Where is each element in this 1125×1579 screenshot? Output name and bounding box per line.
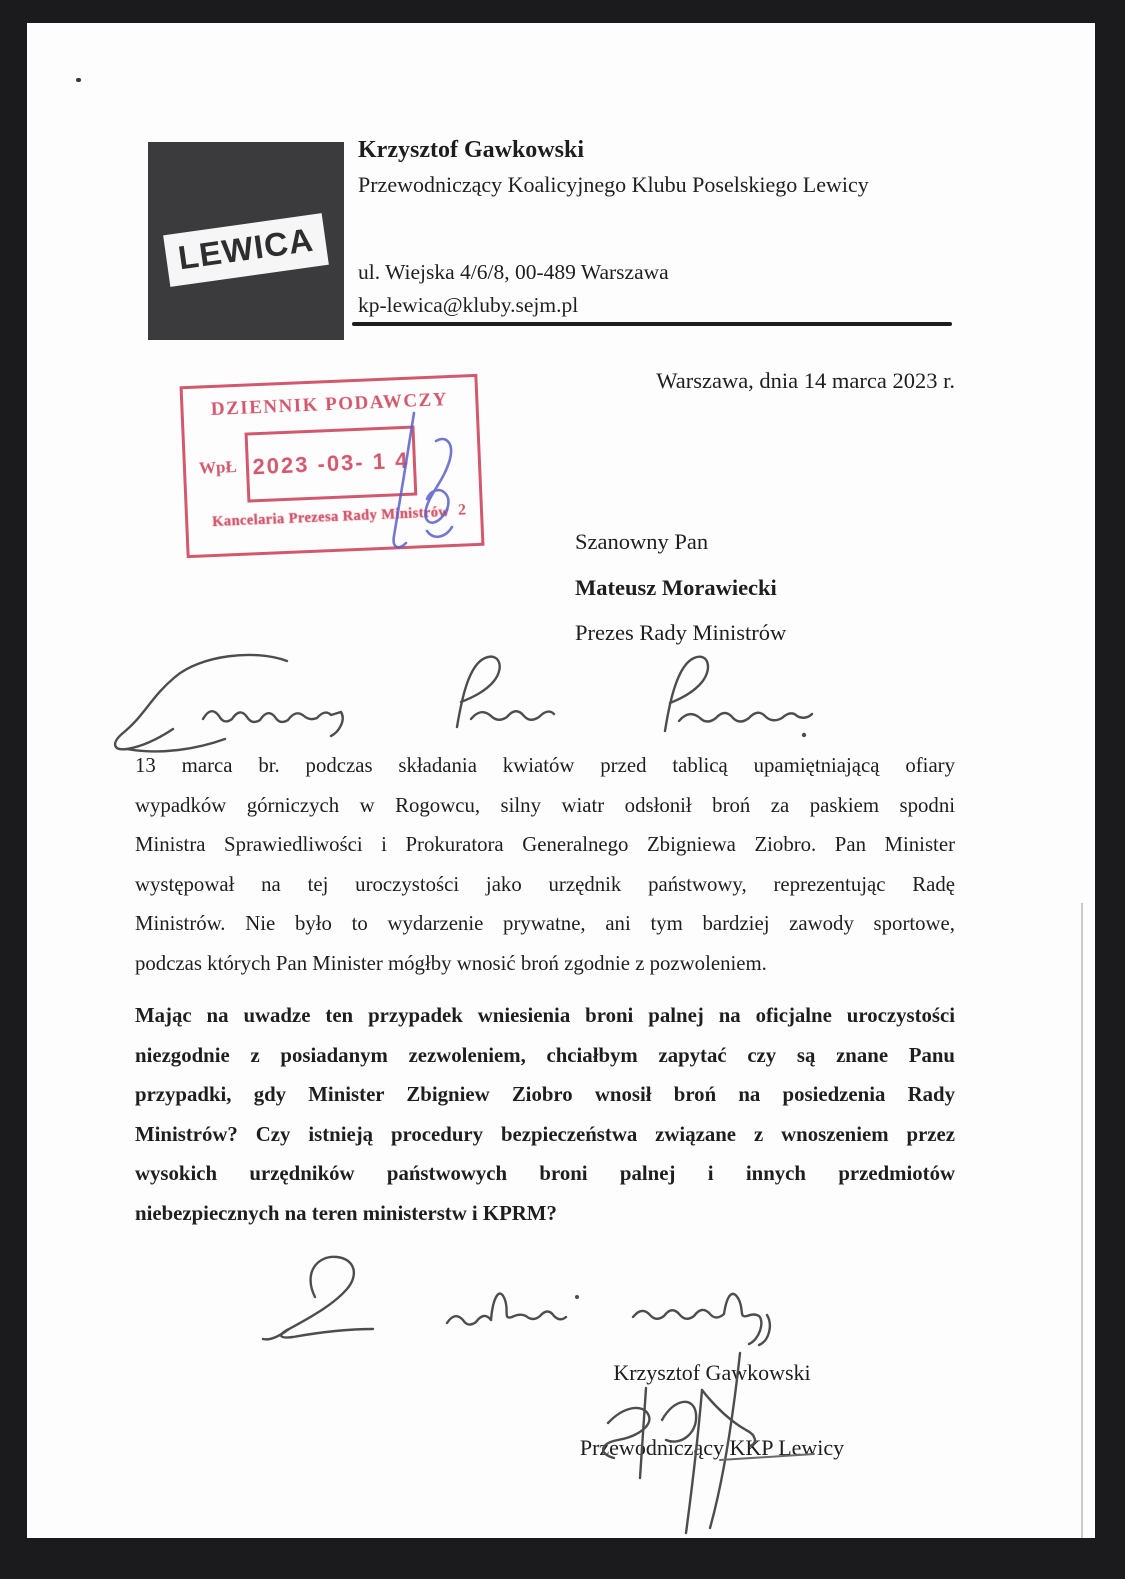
- sender-title: Przewodniczący Koalicyjnego Klubu Poselskiego Lewicy: [358, 172, 869, 197]
- stamp-handwritten-paraph: [372, 411, 467, 553]
- lewica-logo-text: LEWICA: [175, 220, 316, 277]
- scan-artifact-line: [1081, 903, 1083, 1538]
- signature-title: Przewodniczący KKP Lewicy: [579, 1435, 845, 1460]
- handwritten-greeting: [105, 653, 817, 755]
- recipient-name: Mateusz Morawiecki: [575, 574, 777, 600]
- body-paragraph-2: [135, 996, 955, 1233]
- body-line: wypadków górniczych w Rogowcu, silny wiatr odsłonił broń za paskiem spodni: [135, 793, 955, 817]
- stamp-received-label: WpŁ: [198, 456, 238, 478]
- date-line: Warszawa, dnia 14 marca 2023 r.: [656, 368, 955, 393]
- body-line: Mając na uwadze ten przypadek wniesienia broni palnej na oficjalne uroczystości: [135, 1004, 955, 1027]
- body-line: Ministrów. Nie było to wydarzenie prywatne, ani tym bardziej zawody sportowe,: [135, 912, 955, 935]
- body-line: przypadki, gdy Minister Zbigniew Ziobro wnosił broń na posiedzenia Rady: [135, 1083, 955, 1106]
- body-line: niezgodnie z posiadanym zezwoleniem, chciałbym zapytać czy są znane Panu: [135, 1043, 955, 1067]
- letterhead-divider: [352, 322, 952, 326]
- signature-name: Krzysztof Gawkowski: [613, 1360, 811, 1385]
- lewica-logo: [148, 142, 344, 340]
- scanned-letter-page: [27, 23, 1095, 1538]
- body-line: Ministra Sprawiedliwości i Prokuratora Generalnego Zbigniewa Ziobro. Pan Minister: [135, 833, 955, 856]
- body-line: podczas których Pan Minister mógłby wnosić broń zgodnie z pozwoleniem.: [135, 951, 767, 975]
- recipient-title: Prezes Rady Ministrów: [575, 620, 787, 645]
- sender-contact: [358, 256, 669, 322]
- recipient-salutation: Szanowny Pan: [575, 529, 709, 554]
- sender-name: Krzysztof Gawkowski: [358, 137, 584, 163]
- handwritten-signature: [542, 1328, 822, 1538]
- sender-address: ul. Wiejska 4/6/8, 00-489 Warszawa: [358, 260, 669, 284]
- body-line: występował na tej uroczystości jako urzędnik państwowy, reprezentując Radę: [135, 872, 955, 896]
- body-line: Ministrów? Czy istnieją procedury bezpieczeństwa związane z wnoszeniem przez: [135, 1122, 955, 1146]
- stamp-office: Kancelaria Prezesa Rady Ministrów: [211, 504, 450, 531]
- recipient-block: [575, 519, 786, 656]
- stamp-number: 2: [457, 501, 467, 519]
- sender-email: kp-lewica@kluby.sejm.pl: [358, 293, 579, 317]
- body-paragraph-1: [135, 746, 955, 983]
- body-line: 13 marca br. podczas składania kwiatów przed tablicą upamiętniającą ofiary: [135, 754, 955, 777]
- lewica-logo-band: [163, 213, 329, 287]
- scan-artifact-speck: [76, 78, 81, 82]
- stamp-title: DZIENNIK PODAWCZY: [210, 389, 449, 421]
- stamp-date: 2023 -03- 1 4: [252, 447, 410, 480]
- body-line: niebezpiecznych na teren ministerstw i KPRM?: [135, 1201, 557, 1225]
- body-line: wysokich urzędników państwowych broni palnej i innych przedmiotów: [135, 1162, 955, 1185]
